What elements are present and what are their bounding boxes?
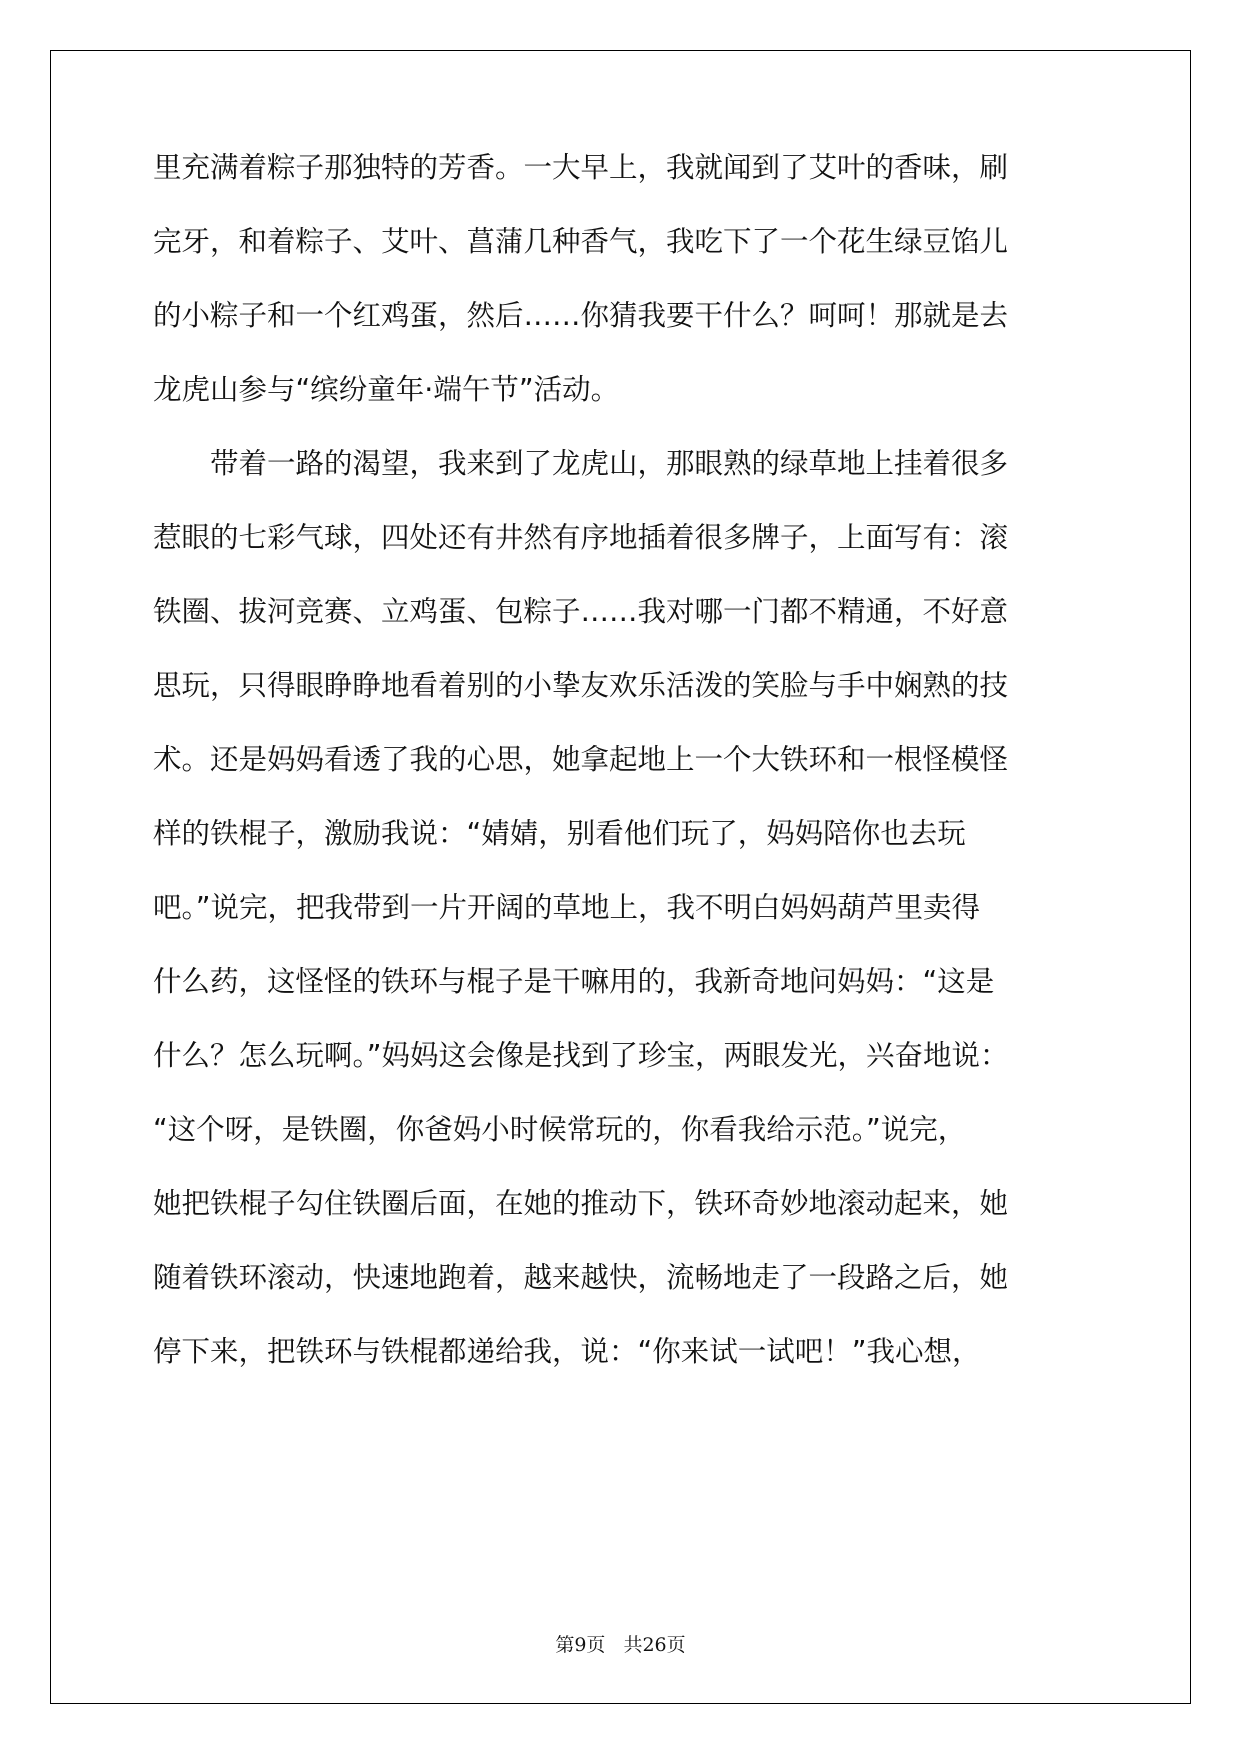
text-line: 术。还是妈妈看透了我的心思，她拿起地上一个大铁环和一根怪模怪 xyxy=(153,743,1009,776)
text-line: 完牙，和着粽子、艾叶、菖蒲几种香气，我吃下了一个花生绿豆馅儿 xyxy=(153,225,1009,258)
text-line: 龙虎山参与“缤纷童年·端午节”活动。 xyxy=(153,373,620,406)
text-line: 的小粽子和一个红鸡蛋，然后……你猜我要干什么？呵呵！那就是去 xyxy=(153,299,1009,332)
text-line: 带着一路的渴望，我来到了龙虎山，那眼熟的绿草地上挂着很多 xyxy=(153,447,1009,480)
text-line: 什么？怎么玩啊。”妈妈这会像是找到了珍宝，两眼发光，兴奋地说： xyxy=(153,1039,1009,1072)
text-line: 随着铁环滚动，快速地跑着，越来越快，流畅地走了一段路之后，她 xyxy=(153,1261,1009,1294)
text-line: 惹眼的七彩气球，四处还有井然有序地插着很多牌子，上面写有：滚 xyxy=(153,521,1009,554)
text-line: 停下来，把铁环与铁棍都递给我，说：“你来试一试吧！”我心想， xyxy=(153,1335,981,1368)
text-line: 什么药，这怪怪的铁环与棍子是干嘛用的，我新奇地问妈妈：“这是 xyxy=(153,965,995,998)
text-line: 样的铁棍子，激励我说：“婧婧，别看他们玩了，妈妈陪你也去玩 xyxy=(153,817,966,850)
page-total: 共26页 xyxy=(623,1634,686,1656)
text-line: “这个呀，是铁圈，你爸妈小时候常玩的，你看我给示范。”说完， xyxy=(153,1113,967,1146)
text-line: 铁圈、拔河竞赛、立鸡蛋、包粽子……我对哪一门都不精通，不好意 xyxy=(153,595,1009,628)
page-number: 第9页 xyxy=(555,1634,606,1656)
page-footer xyxy=(0,1630,1241,1657)
text-line: 吧。”说完，把我带到一片开阔的草地上，我不明白妈妈葫芦里卖得 xyxy=(153,891,981,924)
text-line: 里充满着粽子那独特的芳香。一大早上，我就闻到了艾叶的香味，刷 xyxy=(153,151,1009,184)
text-line: 思玩，只得眼睁睁地看着别的小挚友欢乐活泼的笑脸与手中娴熟的技 xyxy=(153,669,1009,702)
text-line: 她把铁棍子勾住铁圈后面，在她的推动下，铁环奇妙地滚动起来，她 xyxy=(153,1187,1009,1220)
